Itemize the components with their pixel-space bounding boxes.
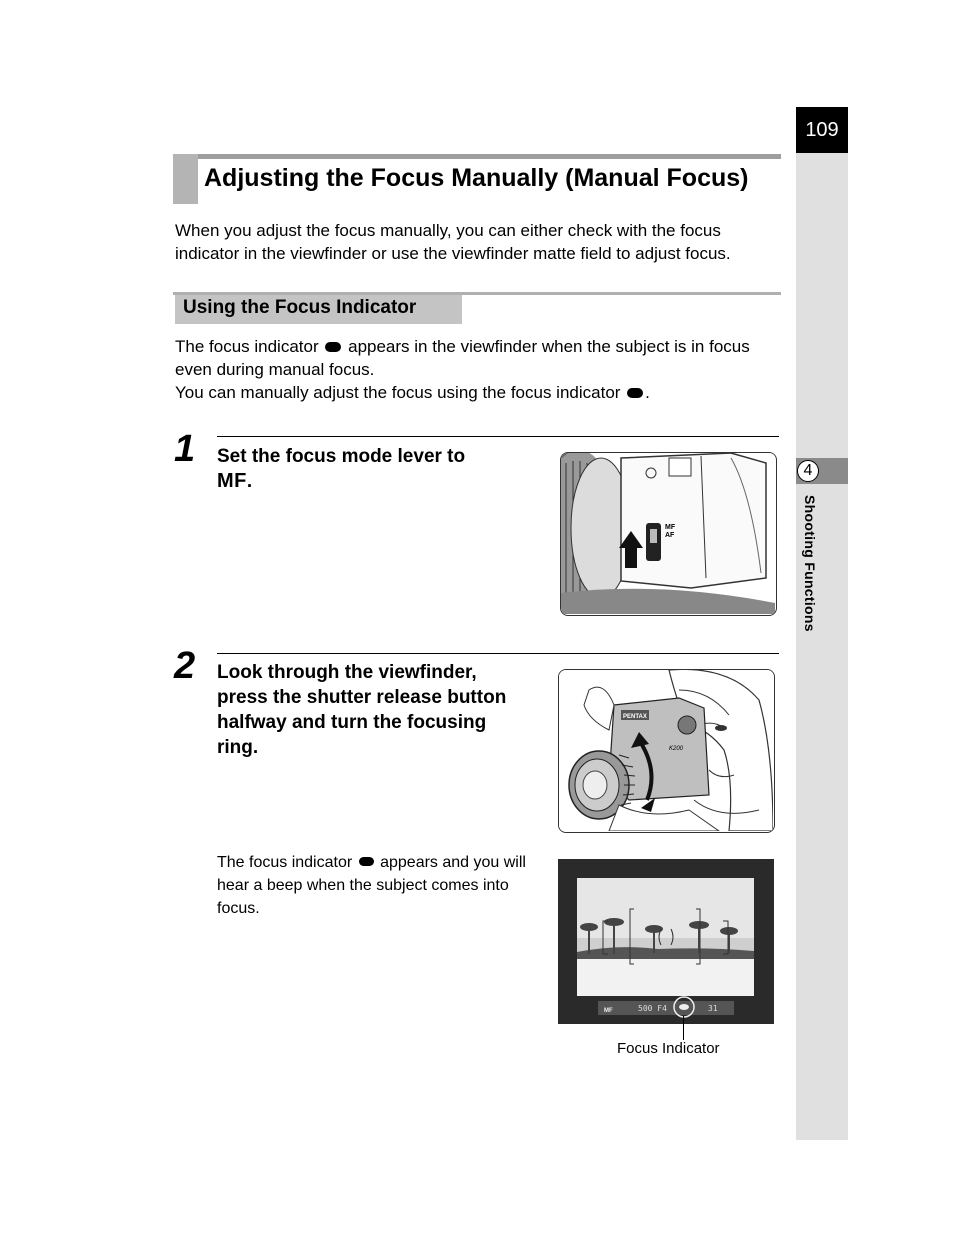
viewfinder-view (558, 859, 774, 1024)
para2-start: You can manually adjust the focus using the focus indicator (175, 383, 621, 402)
chapter-label (792, 495, 832, 655)
step1-period: . (246, 471, 253, 492)
mf-label: MF (217, 470, 247, 492)
chapter-number: 4 (797, 460, 819, 482)
step1-instruction: Set the focus mode lever to (217, 446, 466, 467)
intro-paragraph: When you adjust the focus manually, you can either check with the focus indicator in the viewfinder or use the viewfinder matte field to adjust focus. (175, 221, 731, 263)
vf-mode: MF (604, 1008, 613, 1014)
step1-number: 1 (174, 428, 196, 470)
page-number: 109 (796, 107, 848, 153)
note-end: appears and you will hear a beep when the subject comes into focus. (217, 854, 526, 917)
title-rule (173, 154, 781, 159)
focus-indicator-icon (679, 1004, 689, 1010)
step1-text (217, 444, 517, 494)
lever-af-label: AF (665, 532, 675, 539)
section-paragraph (175, 335, 785, 404)
section-heading: Using the Focus Indicator (183, 297, 417, 318)
vf-readout-left: 500 F4 (638, 1004, 667, 1013)
step2-rule (217, 653, 779, 654)
focus-indicator-caption: Focus Indicator (617, 1040, 720, 1057)
note-start: The focus indicator (217, 854, 353, 871)
focus-indicator-icon (627, 388, 643, 398)
para1-start: The focus indicator (175, 337, 319, 356)
photographer-illustration (558, 669, 775, 833)
para2-end: . (645, 383, 650, 402)
title-marker (173, 154, 198, 204)
focus-indicator-icon (359, 857, 374, 866)
callout-line (683, 1016, 684, 1040)
step2-number: 2 (174, 645, 196, 687)
camera-brand: PENTAX (623, 714, 647, 720)
focus-indicator-icon (325, 342, 341, 352)
para1-end: appears in the viewfinder when the subject is in focus even during manual focus. (175, 337, 750, 379)
note-paragraph (217, 851, 527, 920)
vf-readout-right: 31 (708, 1004, 718, 1013)
step2-text: Look through the viewfinder, press the shutter release button halfway and turn the focusing ring. (217, 662, 507, 758)
camera-lever-illustration (560, 452, 777, 616)
lever-mf-label: MF (665, 524, 676, 531)
camera-model: K200 (669, 746, 684, 752)
page-title: Adjusting the Focus Manually (Manual Focus) (204, 164, 749, 192)
chapter-label-text: Shooting Functions (802, 495, 818, 632)
step1-rule (217, 436, 779, 437)
